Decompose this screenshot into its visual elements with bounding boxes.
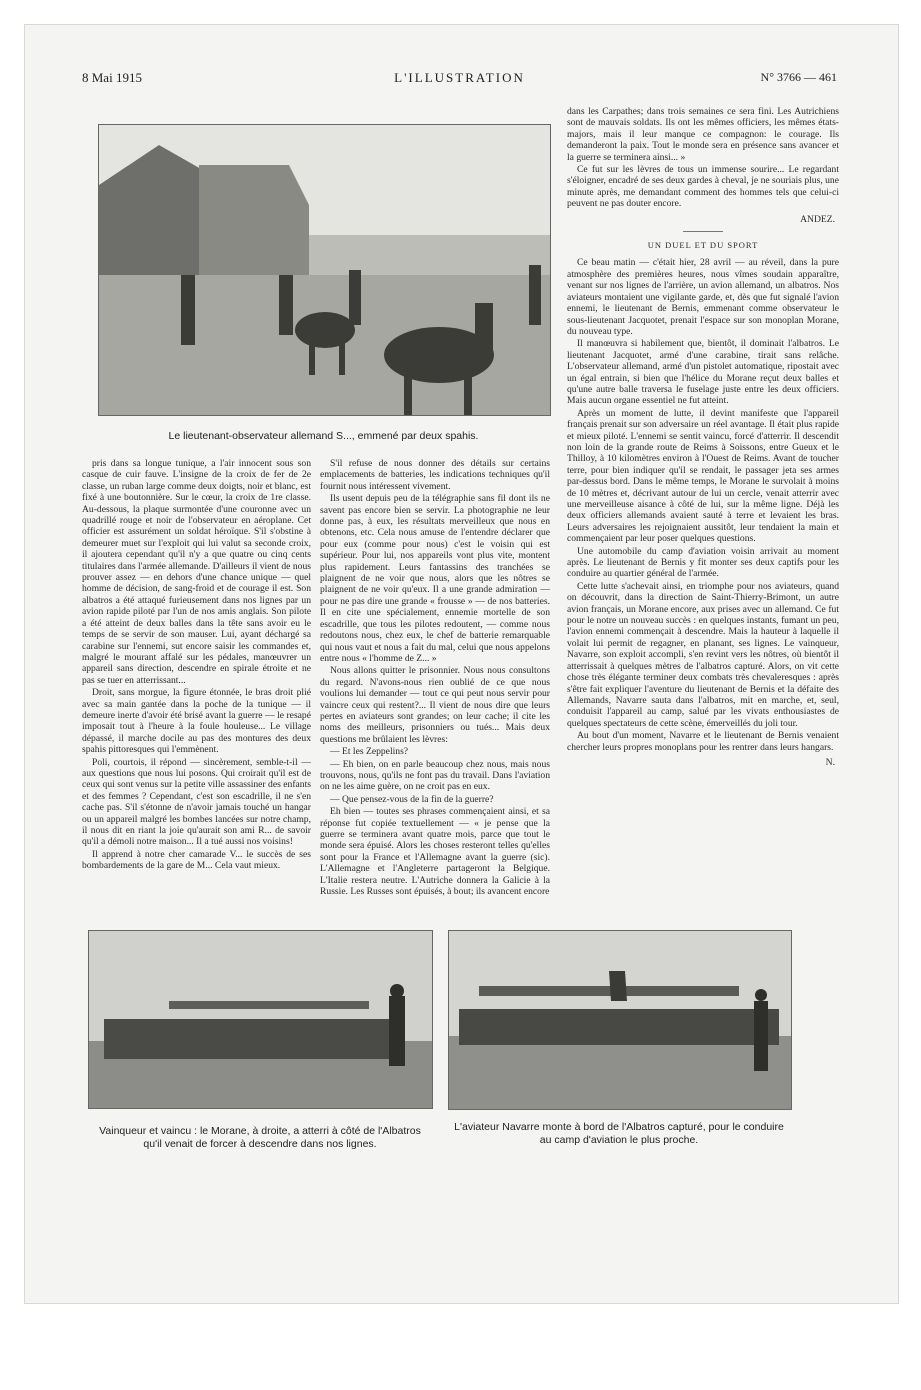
photo-caption-bottom-right — [448, 1121, 790, 1147]
publication-title: L'ILLUSTRATION — [394, 70, 525, 85]
article-column-1 — [82, 458, 311, 910]
photo-morane-albatros — [88, 930, 433, 1109]
paragraph: pris dans sa longue tunique, a l'air innocent sous son casque de cuir fauve. L'insigne de la croix de fer de 2e classe, un ruban large comme deux doigts, noir et blanc, est fixé à une boutonnière. Sur le cœur, la croix de 1re classe. Au-dessous, la plaque surmontée d'une couronne avec un quadrillé rouge et noir de l'observateur en aéroplane. Cet officier est assurément un soldat héroïque. S'il s'obstine à demeurer muet sur l'exploit qui lui valut sa seconde croix, il ajoutera cependant qu'il n'y a que quatre ou cinq cents titulaires dans l'armée allemande. D'ailleurs il vient de nous prouver assez — en dehors d'une chance unique — quel homme de décision, de sang-froid et de courage il est. Son albatros a été attaqué furieusement dans nos lignes par un avion rapide piloté par l'un de nos amis anglais. Son pilote a été atteint de deux balles dans la tête sans avoir eu le temps de se servir de son mauser. Lui, ayant déchargé sa carabine sur l'ennemi, sut encore saisir les commandes et, malgré le mourant affalé sur les pédales, manœuvrer un appareil sans direction, descendre en spirale étroite et ne pas se tuer en atterrissant... — [82, 458, 311, 686]
author-signature: ANDEZ. — [800, 213, 835, 225]
page-header — [82, 70, 837, 90]
paragraph: Il apprend à notre cher camarade V... le succès de ses bombardements de la gare de M... Cela vaut mieux. — [82, 848, 311, 872]
paragraph: Cette lutte s'achevait ainsi, en triomphe pour nos aviateurs, quand on découvrit, dans la direction de Saint-Thierry-Brimont, un autre avion français, un Morane encore, aux prises avec un allemand. Ce fut pour le notre un nouveau succès : en quelques instants, fumant un peu, l'avion ennemi commençait à descendre. Mais la hauteur à laquelle il volait lui permit de regagner, en planant, ses lignes. Le vainqueur, Navarre, son exploit accompli, s'en revint vers les nôtres, où bientôt il atterrissait à quelques mètres de l'albatros capturé. Alors, on vit cette chose très élégante terminer deux combats très chevaleresques : après s'être fait expliquer l'aventure du lieutenant de Bernis et la défaite des Allemands, Navarre sauta dans l'albatros, mit en marche, et, seul, conduisit l'appareil au camp, salué par les vivats enthousiastes de quelques spectateurs de cette scène, émerveillés du joli tour. — [567, 580, 839, 729]
photo-morane-illustration — [89, 931, 432, 1108]
paragraph: Au bout d'un moment, Navarre et le lieutenant de Bernis venaient chercher leurs propres monoplans pour les rentrer dans leurs hangars. — [567, 730, 839, 753]
photo-navarre-albatros — [448, 930, 792, 1110]
paragraph: Ce beau matin — c'était hier, 28 avril — au réveil, dans la pure atmosphère des premières heures, nous vîmes soudain apparaître, venant sur nos lignes de l'arrière, un avion allemand, un albatros. Nos aviateurs montaient une vigilante garde, et, dès que fut signalé l'avion ennemi, le lieutenant de Bernis, emmenant comme observateur le sous-lieutenant Jacquotet, prenait l'espace sur son monoplan Morane, du nouveau type. — [567, 257, 839, 337]
article-column-2 — [320, 458, 550, 910]
paragraph: — Eh bien, on en parle beaucoup chez nous, mais nous trouvons, nous, qu'ils ne font pas du travail. Dans l'aviation on ne les aime guère, on ne croit pas en eux. — [320, 758, 550, 793]
paragraph: Ce fut sur les lèvres de tous un immense sourire... Le regardant s'éloigner, encadré de ses deux gardes à cheval, je ne souriais plus, une minute après, me demandant comment des hommes tels que celui-ci peuvent ne pas douter encore. — [567, 164, 839, 210]
article-signature: N. — [825, 756, 835, 768]
paragraph: — Et les Zeppelins? — [330, 746, 409, 758]
paragraph: Nous allons quitter le prisonnier. Nous nous consultons du regard. N'avons-nous rien oublié de ce que nous voulions lui demander — tout ce qui peut nous servir pour vaincre ceux qui restent?... Il vient de nous dire que leurs pertes en aviateurs sont grandes; on leur cache; il cite les noms des meilleurs, prisonniers ou tués... Mais deux questions me brûlaient les lèvres: — [320, 665, 550, 745]
paragraph: dans les Carpathes; dans trois semaines ce sera fini. Les Autrichiens sont de mauvais soldats. Ils ont les mêmes officiers, les mêmes états-majors, mais il leur manque ce compagnon: le courage. Ils demanderont la paix. Tout le monde sera en présence sans avancer et la guerre se terminera ainsi... » — [567, 106, 839, 163]
paragraph: Une automobile du camp d'aviation voisin arrivait au moment après. Le lieutenant de Bernis y fit monter ses deux captifs pour les conduire au quartier général de l'armée. — [567, 545, 839, 580]
caption-line: qu'il venait de forcer à descendre dans nos lignes. — [143, 1138, 377, 1150]
issue-date: 8 Mai 1915 — [82, 70, 142, 85]
photo-spahis — [98, 124, 551, 416]
caption-line: L'aviateur Navarre monte à bord de l'Albatros capturé, pour le conduire — [454, 1121, 784, 1133]
photo-caption-bottom-left — [70, 1125, 450, 1151]
paragraph: Ils usent depuis peu de la télégraphie sans fil dont ils ne savent pas encore bien se servir. La photographie ne leur donne pas, à eux, les résultats merveilleux que nous en obtenons, etc. Cela nous amuse de l'entendre déclarer que pour eux (comme pour nous) c'est le voisin qui est supérieur. Pour lui, nos appareils vont plus vite, montent plus rapidement. Leurs fantassins des tranchées se plaignent de ne voir que nous, alors que les nôtres se plaignent de ne voir qu'eux. Il a une grande admiration — pour ne pas dire une grande « frousse » — de nos batteries. Il en cite une spécialement, ennemie mortelle de son escadrille, que tous les pilotes redoutent, — comme nous redoutons nous, chez eux, le chef de batterie remarquable qui nous vaut et nous a fait du mal, celui que nous appelons entre nous « l'homme de Z... » — [320, 493, 550, 664]
photo-navarre-illustration — [449, 931, 791, 1109]
paragraph: S'il refuse de nous donner des détails sur certains emplacements de batteries, les indications techniques qu'il fournit nous intéressent vivement. — [320, 458, 550, 492]
caption-line: au camp d'aviation le plus proche. — [539, 1134, 699, 1146]
paragraph: Il manœuvra si habilement que, bientôt, il dominait l'albatros. Le lieutenant Jacquotet, armé d'une carabine, tirait sans relâche. L'observateur allemand, armé d'un pistolet automatique, ripostait avec un égal entrain, si bien que l'hélice du Morane reçut deux balles et qu'une autre balle traversa le fuselage juste entre les deux officiers. Mais aucun organe essentiel ne fut atteint. — [567, 338, 839, 407]
issue-number: N° 3766 — 461 — [760, 70, 837, 84]
photo-spahis-illustration — [99, 125, 550, 415]
section-title: UN DUEL ET DU SPORT — [647, 240, 759, 251]
section-divider — [683, 231, 723, 232]
caption-line: Vainqueur et vaincu : le Morane, à droite, a atterri à côté de l'Albatros — [99, 1125, 421, 1137]
paragraph: Poli, courtois, il répond — sincèrement, semble-t-il — aux questions que nous lui posons. Qui croirait qu'il est de ceux qui sont venus sur la petite ville assassiner des enfants et des femmes ? Cependant, c'est son escadrille, il ne s'en cache pas. S'il s'étonne de n'avoir jamais touché un hangar ou un appareil malgré les bombes lancées sur notre champ, il nous dit en riant la joie qu'aurait son ami R... de savoir qu'il a démoli notre maison... Il a tué aussi nos voisins! — [82, 756, 311, 848]
paragraph: — Que pensez-vous de la fin de la guerre? — [330, 793, 494, 805]
paragraph: Droit, sans morgue, la figure étonnée, le bras droit plié avec sa main gantée dans la poche de la tunique — il demeure inerte d'avoir été brisé avant la guerre — le resapé imposait tout à l'heure à la foule houleuse... Le village dépassé, il marche docile au pas des montures des deux spahis pittoresques qui l'emmènent. — [82, 687, 311, 756]
photo-caption-top: Le lieutenant-observateur allemand S..., emmené par deux spahis. — [168, 430, 479, 442]
article-column-3 — [567, 106, 839, 906]
paragraph: Après un moment de lutte, il devint manifeste que l'appareil français prenait sur son adversaire un réel avantage. Il était plus rapide et mieux piloté. L'ennemi se sentit vaincu, forcé d'atterrir. Il descendit non loin de la grande route de Reims à Soissons, entre Gueux et le Thilloy, à 10 kilomètres environ à l'Ouest de Reims. Avant de toucher terre, pour bien indiquer qu'il se rendait, le passager jeta ses armes par-dessus bord. Dans le même temps, le Morane le survolait à moins de 10 mètres et, décrivant autour de lui un cercle, venait atterrir avec une merveilleuse aisance à côté de lui, sur la même ligne. Déjà les deux officiers allemands avaient sauté à terre et levaient les bras. Leurs adversaires les rejoignaient aussitôt, leur tendaient la main et commençaient par leur poser quelques questions. — [567, 407, 839, 545]
paragraph: Eh bien — toutes ses phrases commençaient ainsi, et sa réponse fut copiée textuellement — « je pense que la guerre se terminera avant quatre mois, parce que tout le monde sera épuisé. Alors les choses resteront telles qu'elles sont pour la France et l'Allemagne avant la guerre (sic). L'Allemagne et l'Angleterre partageront la Belgique. L'Italie restera neutre. L'Autriche donnera la Galicie à la Russie. Les Russes sont épuisés, à bout; ils avancent encore — [320, 806, 550, 898]
